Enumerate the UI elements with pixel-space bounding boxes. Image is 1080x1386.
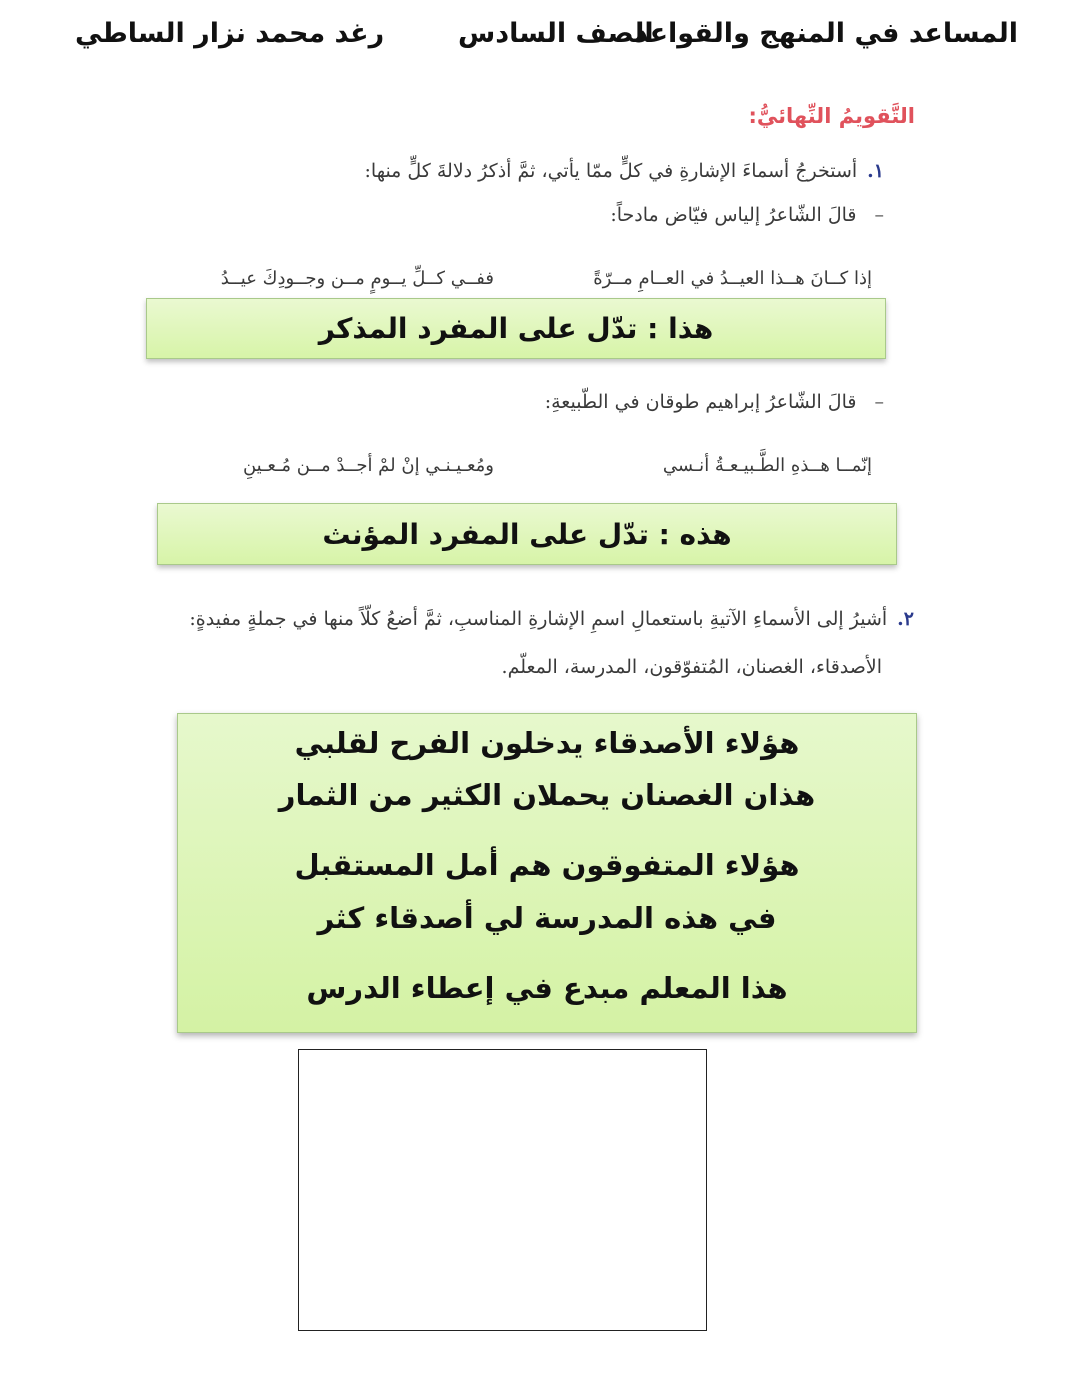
poem-2-dash: – (874, 391, 884, 413)
poem-1-verse-right: إذا كــانَ هــذا العيــدُ في العــامِ مــرّةً (593, 268, 872, 289)
poem-1-intro (610, 204, 884, 226)
answer-1-text: هذا : تدّل على المفرد المذكر (318, 312, 714, 345)
question-1-text: أستخرجُ أسماءَ الإشارةِ في كلٍّ ممّا يأتي، ثمَّ أذكرُ دلالةَ كلٍّ منها: (364, 160, 858, 182)
poem-1-intro-text: قالَ الشّاعرُ إلياس فيّاض مادحاً: (610, 204, 857, 226)
poem-2-verse-left: ومُعـيـنـي إنْ لمْ أجــدْ مــن مُـعـينِ (242, 455, 494, 476)
poem-2-verse-right: إنّمــا هــذهِ الطَّـبيـعـةُ أنـسي (662, 455, 872, 476)
header-subject: المساعد في المنهج والقواعد (634, 18, 1018, 49)
answer-2-box (157, 503, 897, 565)
question-2-text: أشيرُ إلى الأسماءِ الآتيةِ باستعمالِ اسمِ الإشارةِ المناسبِ، ثمَّ أضعُ كلّاً منها في جملةٍ مفيدةٍ: (189, 608, 888, 630)
empty-image-frame (298, 1049, 707, 1331)
answer-3-line-3: هؤلاء المتفوقون هم أمل المستقبل (294, 848, 800, 882)
question-2-number: ٢. (897, 608, 914, 630)
answer-3-box (177, 713, 917, 1033)
poem-2-intro (545, 391, 884, 413)
header-grade: الصف السادس (458, 18, 654, 49)
answer-3-line-5: هذا المعلم مبدع في إعطاء الدرس (306, 971, 788, 1005)
answer-1-box (146, 298, 886, 359)
poem-1-verse-left: ففــي كــلِّ يــومٍ مــن وجــودِكَ عيــدُ (220, 268, 494, 289)
poem-1-dash: – (874, 204, 884, 226)
poem-2-intro-text: قالَ الشّاعرُ إبراهيم طوقان في الطّبيعةِ: (544, 391, 857, 413)
header-author: رغد محمد نزار الساطي (75, 18, 385, 49)
answer-3-line-4: في هذه المدرسة لي أصدقاء كثر (317, 901, 777, 935)
question-2-prompt (189, 608, 914, 630)
question-2-words: الأصدقاء، الغصنان، المُتفوّقون، المدرسة، المعلّم. (501, 656, 882, 678)
answer-3-line-1: هؤلاء الأصدقاء يدخلون الفرح لقلبي (294, 726, 800, 760)
section-title: التَّقويمُ النِّهائيُّ: (748, 104, 915, 128)
answer-3-line-2: هذان الغصنان يحملان الكثير من الثمار (278, 778, 816, 812)
answer-2-text: هذه : تدّل على المفرد المؤنث (322, 517, 732, 551)
question-1-number: ١. (867, 160, 884, 182)
question-1-prompt (365, 160, 885, 182)
